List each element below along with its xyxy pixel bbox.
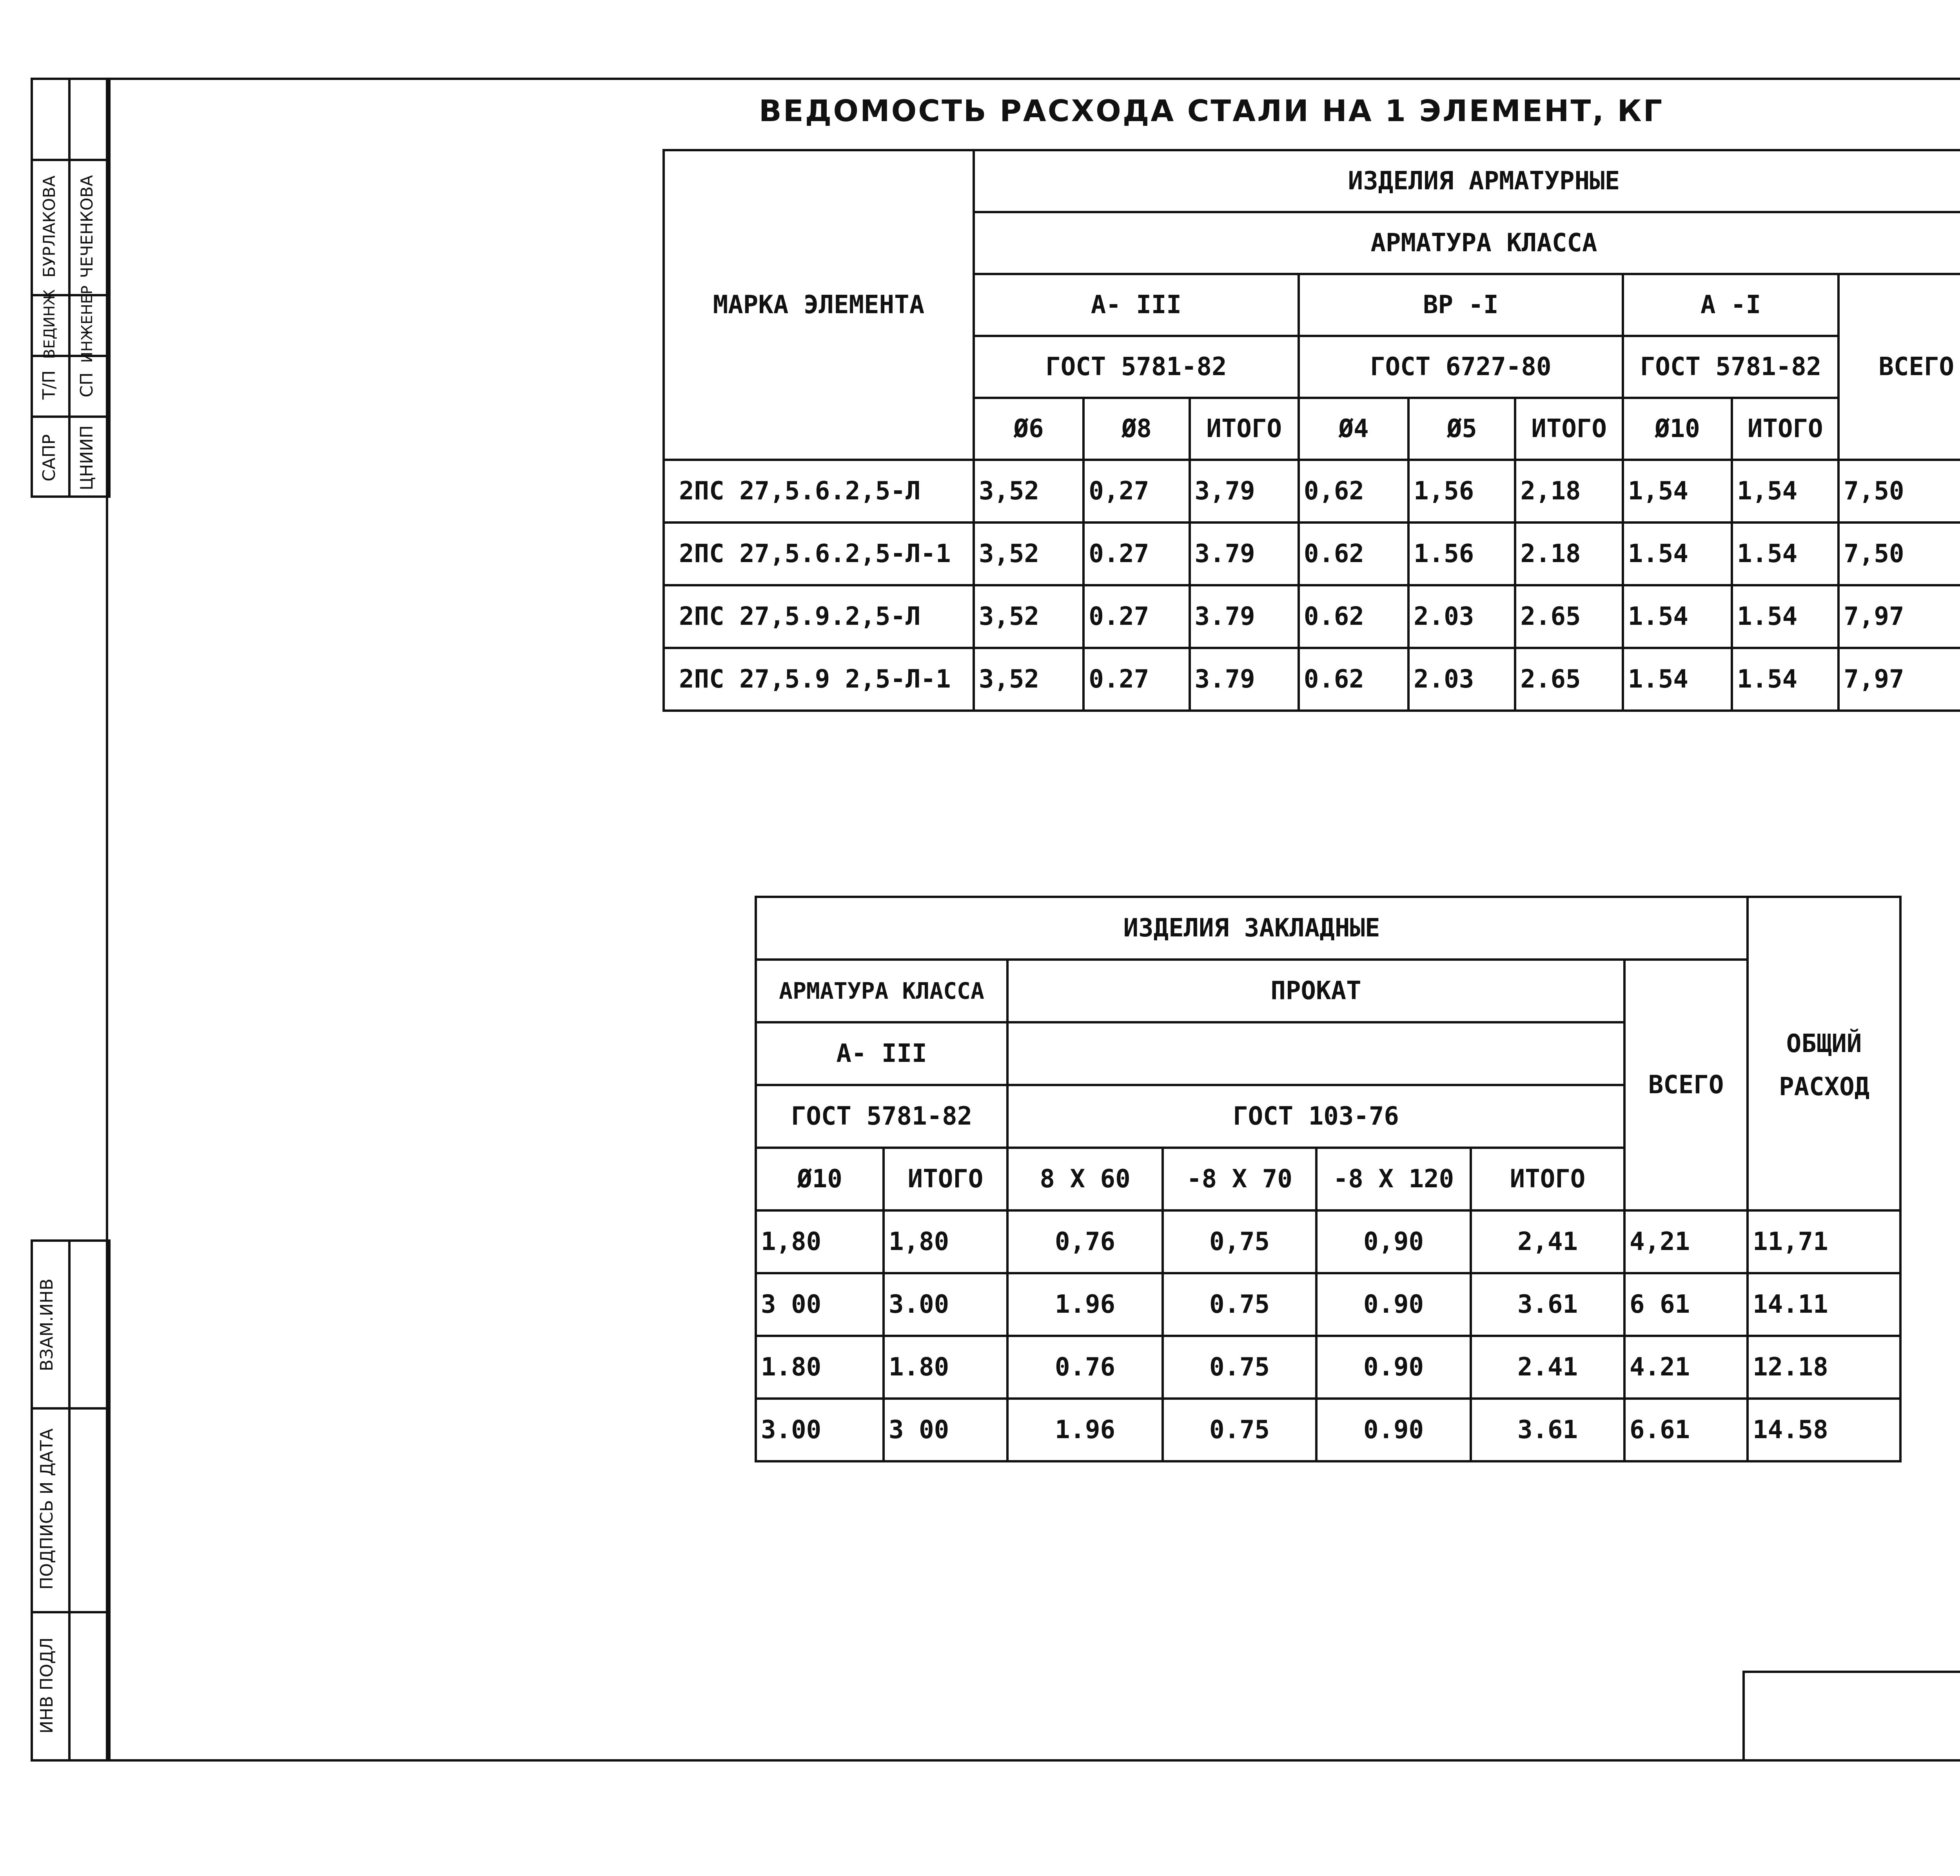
cell: 0.62 (1299, 523, 1408, 585)
arm-class-a3: А- III (756, 1022, 1007, 1085)
table-row (664, 648, 1960, 711)
cell-overall: 12.18 (1748, 1336, 1900, 1399)
col-8x70: -8 Х 70 (1163, 1148, 1316, 1210)
col-itogo-arm: ИТОГО (884, 1148, 1007, 1210)
cell: 0.62 (1299, 648, 1408, 711)
col-total-header-2: ВСЕГО (1624, 960, 1748, 1210)
col-itogo-vr1: ИТОГО (1515, 398, 1622, 460)
cell: 3.79 (1190, 585, 1299, 648)
class-vr1: ВР -I (1299, 274, 1623, 336)
stamp-inv-podl: ИНВ ПОДЛ (37, 1637, 57, 1734)
cell: 3.79 (1190, 523, 1299, 585)
cell: 2.18 (1515, 523, 1622, 585)
cell: 1.56 (1408, 523, 1515, 585)
page-title: ВЕДОМОСТЬ РАСХОДА СТАЛИ НА 1 ЭЛЕМЕНТ, КГ (759, 93, 1664, 128)
cell: 3.61 (1471, 1399, 1624, 1461)
cell: 0,76 (1007, 1210, 1163, 1273)
cell: 0,27 (1083, 460, 1189, 523)
cell: 3,79 (1190, 460, 1299, 523)
cell: 0.90 (1316, 1273, 1471, 1336)
stamp-name-cniip: ЦНИИП (77, 425, 97, 491)
col-8x60: 8 Х 60 (1007, 1148, 1163, 1210)
cell: 3.00 (884, 1273, 1007, 1336)
cell-mark: 2ПС 27,5.9 2,5-Л-1 (664, 648, 974, 711)
header-embedded-products: ИЗДЕЛИЯ ЗАКЛАДНЫЕ (756, 897, 1748, 960)
cell: 0,90 (1316, 1210, 1471, 1273)
cell-total: 6.61 (1624, 1399, 1748, 1461)
cell: 1.54 (1623, 523, 1732, 585)
cell: 1.96 (1007, 1273, 1163, 1336)
cell-mark: 2ПС 27,5.6.2,5-Л-1 (664, 523, 974, 585)
cell: 2,18 (1515, 460, 1622, 523)
class-a1: А -I (1623, 274, 1839, 336)
col-total-header: ВСЕГО (1838, 274, 1960, 460)
cell: 1,56 (1408, 460, 1515, 523)
cell: 2.41 (1471, 1336, 1624, 1399)
title-block (1742, 1671, 1960, 1762)
cell-total: 7,97 (1838, 648, 1960, 711)
arm-gost: ГОСТ 5781-82 (756, 1085, 1007, 1148)
prokat-blank (1007, 1022, 1624, 1085)
cell: 3,52 (974, 460, 1083, 523)
cell-overall: 11,71 (1748, 1210, 1900, 1273)
stamp-label-sapr: САПР (39, 434, 59, 482)
cell: 3.61 (1471, 1273, 1624, 1336)
table-row (756, 1273, 1900, 1336)
col-d8: Ø8 (1083, 398, 1189, 460)
col-itogo-prokat: ИТОГО (1471, 1148, 1624, 1210)
cell: 0.75 (1163, 1273, 1316, 1336)
cell: 1,54 (1623, 460, 1732, 523)
cell: 1.96 (1007, 1399, 1163, 1461)
prokat-label: ПРОКАТ (1007, 960, 1624, 1022)
cell-total: 6 61 (1624, 1273, 1748, 1336)
col-overall-header: ОБЩИЙ РАСХОД (1748, 897, 1900, 1210)
class-a3: А- III (974, 274, 1299, 336)
cell-overall: 14.58 (1748, 1399, 1900, 1461)
cell: 0.90 (1316, 1399, 1471, 1461)
cell: 3 00 (756, 1273, 884, 1336)
cell: 3 00 (884, 1399, 1007, 1461)
cell: 2.65 (1515, 585, 1622, 648)
cell: 3.79 (1190, 648, 1299, 711)
cell: 3,52 (974, 585, 1083, 648)
table-row (756, 1210, 1900, 1273)
stamp-name-inzhener: ИНЖЕНЕР (78, 285, 96, 363)
header-reinforcement-class: АРМАТУРА КЛАССА (974, 212, 1960, 274)
cell: 0.75 (1163, 1336, 1316, 1399)
cell-total: 4.21 (1624, 1336, 1748, 1399)
cell: 2.65 (1515, 648, 1622, 711)
cell: 0,62 (1299, 460, 1408, 523)
cell: 1,54 (1732, 460, 1838, 523)
cell: 0.27 (1083, 585, 1189, 648)
col-d10: Ø10 (1623, 398, 1732, 460)
arm-class-label: АРМАТУРА КЛАССА (756, 960, 1007, 1022)
cell-total: 4,21 (1624, 1210, 1748, 1273)
col-d5: Ø5 (1408, 398, 1515, 460)
table-row (756, 1336, 1900, 1399)
cell: 1.80 (756, 1336, 884, 1399)
cell: 1.54 (1623, 648, 1732, 711)
cell-overall: 14.11 (1748, 1273, 1900, 1336)
cell: 0.62 (1299, 585, 1408, 648)
stamp-podpis-data: ПОДПИСЬ И ДАТА (37, 1428, 57, 1590)
table-row (664, 523, 1960, 585)
gost-vr1: ГОСТ 6727-80 (1299, 336, 1623, 398)
cell: 1,80 (884, 1210, 1007, 1273)
cell: 0,75 (1163, 1210, 1316, 1273)
stamp-name-chechenkova: ЧЕЧЕНКОВА (77, 175, 96, 278)
cell: 1.80 (884, 1336, 1007, 1399)
cell-mark: 2ПС 27,5.6.2,5-Л (664, 460, 974, 523)
embedded-products-table (755, 896, 1902, 1462)
col-itogo-a3: ИТОГО (1190, 398, 1299, 460)
cell: 2.03 (1408, 648, 1515, 711)
gost-a1: ГОСТ 5781-82 (1623, 336, 1839, 398)
cell: 0.76 (1007, 1336, 1163, 1399)
cell: 1.54 (1623, 585, 1732, 648)
prokat-gost: ГОСТ 103-76 (1007, 1085, 1624, 1148)
col-itogo-a1: ИТОГО (1732, 398, 1838, 460)
col-d10-2: Ø10 (756, 1148, 884, 1210)
gost-a3: ГОСТ 5781-82 (974, 336, 1299, 398)
table-row (756, 1399, 1900, 1461)
cell: 0.75 (1163, 1399, 1316, 1461)
cell-total: 7,50 (1838, 460, 1960, 523)
stamp-vzam-inv: ВЗАМ.ИНВ (37, 1278, 57, 1372)
col-d6: Ø6 (974, 398, 1083, 460)
cell-mark: 2ПС 27,5.9.2,5-Л (664, 585, 974, 648)
cell: 3.00 (756, 1399, 884, 1461)
col-8x120: -8 Х 120 (1316, 1148, 1471, 1210)
table-row (664, 585, 1960, 648)
cell: 3,52 (974, 523, 1083, 585)
col-d4: Ø4 (1299, 398, 1408, 460)
cell: 1,80 (756, 1210, 884, 1273)
cell: 0.27 (1083, 523, 1189, 585)
cell: 2,41 (1471, 1210, 1624, 1273)
cell: 1.54 (1732, 585, 1838, 648)
cell-total: 7,50 (1838, 523, 1960, 585)
col-mark-header: МАРКА ЭЛЕМЕНТА (664, 150, 974, 460)
cell-total: 7,97 (1838, 585, 1960, 648)
stamp-label-burlakova: БУРЛАКОВА (40, 175, 59, 278)
cell: 1.54 (1732, 523, 1838, 585)
stamp-label-vedinzh: ВЕДИНЖ (41, 289, 58, 359)
steel-reinforcement-table (662, 149, 1960, 712)
stamp-name-sp: СП (77, 372, 97, 397)
table-row (664, 460, 1960, 523)
cell: 1.54 (1732, 648, 1838, 711)
cell: 3,52 (974, 648, 1083, 711)
cell: 0.27 (1083, 648, 1189, 711)
header-reinforcing-products: ИЗДЕЛИЯ АРМАТУРНЫЕ (974, 150, 1960, 212)
stamp-label-tp: Т/П (39, 370, 59, 400)
cell: 2.03 (1408, 585, 1515, 648)
cell: 0.90 (1316, 1336, 1471, 1399)
